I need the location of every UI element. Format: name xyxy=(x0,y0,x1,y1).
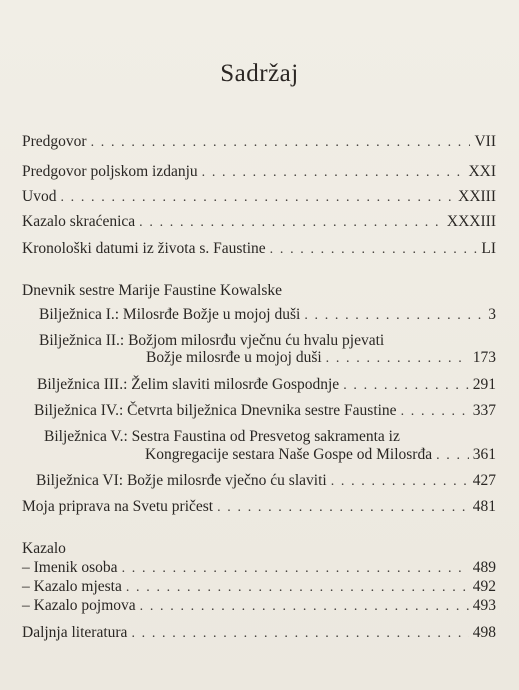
toc-entry-label: Kronološki datumi iz života s. Faustine xyxy=(22,240,266,257)
toc-entry-label: Bilježnica IV.: Četvrta bilježnica Dnevnika sestre Faustine xyxy=(34,402,397,419)
dot-leader xyxy=(202,164,465,182)
toc-entry-label: Uvod xyxy=(22,188,57,205)
toc-page-number: 489 xyxy=(472,559,496,576)
toc-entry-label: – Kazalo pojmova xyxy=(22,597,136,614)
toc-entry-label: Predgovor xyxy=(22,133,87,150)
dot-leader xyxy=(140,598,469,616)
toc-page-number: 291 xyxy=(472,376,496,393)
toc-entry-biljeznica-1[interactable] xyxy=(39,306,496,325)
dot-leader xyxy=(217,499,469,517)
toc-entry-label: Bilježnica I.: Milosrđe Božje u mojoj duši xyxy=(39,306,301,323)
section-heading-kazalo: Kazalo xyxy=(22,540,66,557)
dot-leader xyxy=(131,625,468,643)
dot-leader xyxy=(326,350,469,368)
dot-leader xyxy=(401,403,469,421)
dot-leader xyxy=(343,377,469,395)
toc-entry-biljeznica-4[interactable] xyxy=(34,402,496,421)
toc-entry-label: Bilježnica III.: Želim slaviti milosrđe Gospodnje xyxy=(37,376,340,393)
toc-entry-label: Daljnja literatura xyxy=(22,624,128,641)
toc-entry-label: Božje milosrđe u mojoj duši xyxy=(146,349,322,366)
toc-page-number: 361 xyxy=(472,446,496,463)
toc-entry-daljnja-literatura[interactable] xyxy=(22,624,496,643)
dot-leader xyxy=(139,214,443,232)
toc-entry-imenik-osoba[interactable] xyxy=(22,559,496,578)
toc-entry-biljeznica-6[interactable] xyxy=(36,472,496,491)
toc-entry-uvod[interactable] xyxy=(22,188,496,207)
toc-page-number: 427 xyxy=(472,472,496,489)
toc-entry-biljeznica-2[interactable] xyxy=(146,349,496,368)
toc-page-number: 481 xyxy=(472,498,496,515)
toc-entry-predgovor[interactable] xyxy=(22,133,496,152)
dot-leader xyxy=(270,241,478,259)
toc-page-number: 493 xyxy=(472,597,496,614)
dot-leader xyxy=(304,307,484,325)
toc-entry-predgovor-poljskom[interactable] xyxy=(22,163,496,182)
toc-entry-biljeznica-5[interactable] xyxy=(145,446,496,465)
toc-entry-biljeznica-2-line1[interactable]: Bilježnica II.: Božjom milosrđu vječnu ću hvalu pjevati xyxy=(39,332,385,349)
toc-entry-label: Bilježnica VI: Božje milosrđe vječno ću slaviti xyxy=(36,472,327,489)
toc-entry-label: Kongregacije sestara Naše Gospe od Milosrđa xyxy=(145,446,433,463)
dot-leader xyxy=(91,134,471,152)
toc-entry-biljeznica-3[interactable] xyxy=(37,376,496,395)
toc-page-number: 492 xyxy=(472,578,496,595)
toc-entry-label: Kazalo skraćenica xyxy=(22,213,136,230)
toc-page-number: XXI xyxy=(468,163,496,180)
toc-entry-kronoloski-datumi[interactable] xyxy=(22,240,496,259)
toc-page-number: 498 xyxy=(472,624,496,641)
section-heading-dnevnik: Dnevnik sestre Marije Faustine Kowalske xyxy=(22,282,282,299)
page-title: Sadržaj xyxy=(220,60,299,87)
toc-entry-kazalo-skracenica[interactable] xyxy=(22,213,496,232)
toc-page-number: VII xyxy=(474,133,496,150)
dot-leader xyxy=(126,579,469,597)
toc-page-number: 3 xyxy=(488,306,496,323)
dot-leader xyxy=(122,560,469,578)
toc-entry-label: Moja priprava na Svetu pričest xyxy=(22,498,214,515)
dot-leader xyxy=(60,189,454,207)
toc-entry-label: Predgovor poljskom izdanju xyxy=(22,163,198,180)
toc-entry-biljeznica-5-line1[interactable]: Bilježnica V.: Sestra Faustina od Presvetog sakramenta iz xyxy=(44,428,400,445)
toc-entry-priprava[interactable] xyxy=(22,498,496,517)
toc-entry-label: – Imenik osoba xyxy=(22,559,118,576)
toc-page-number: XXXIII xyxy=(446,213,496,230)
toc-page-number: XXIII xyxy=(458,188,496,205)
toc-entry-kazalo-pojmova[interactable] xyxy=(22,597,496,616)
toc-entry-label: – Kazalo mjesta xyxy=(22,578,122,595)
toc-page-number: 173 xyxy=(472,349,496,366)
toc-page-number: LI xyxy=(481,240,496,257)
toc-entry-kazalo-mjesta[interactable] xyxy=(22,578,496,597)
dot-leader xyxy=(436,447,469,465)
dot-leader xyxy=(331,473,469,491)
toc-page-number: 337 xyxy=(472,402,496,419)
